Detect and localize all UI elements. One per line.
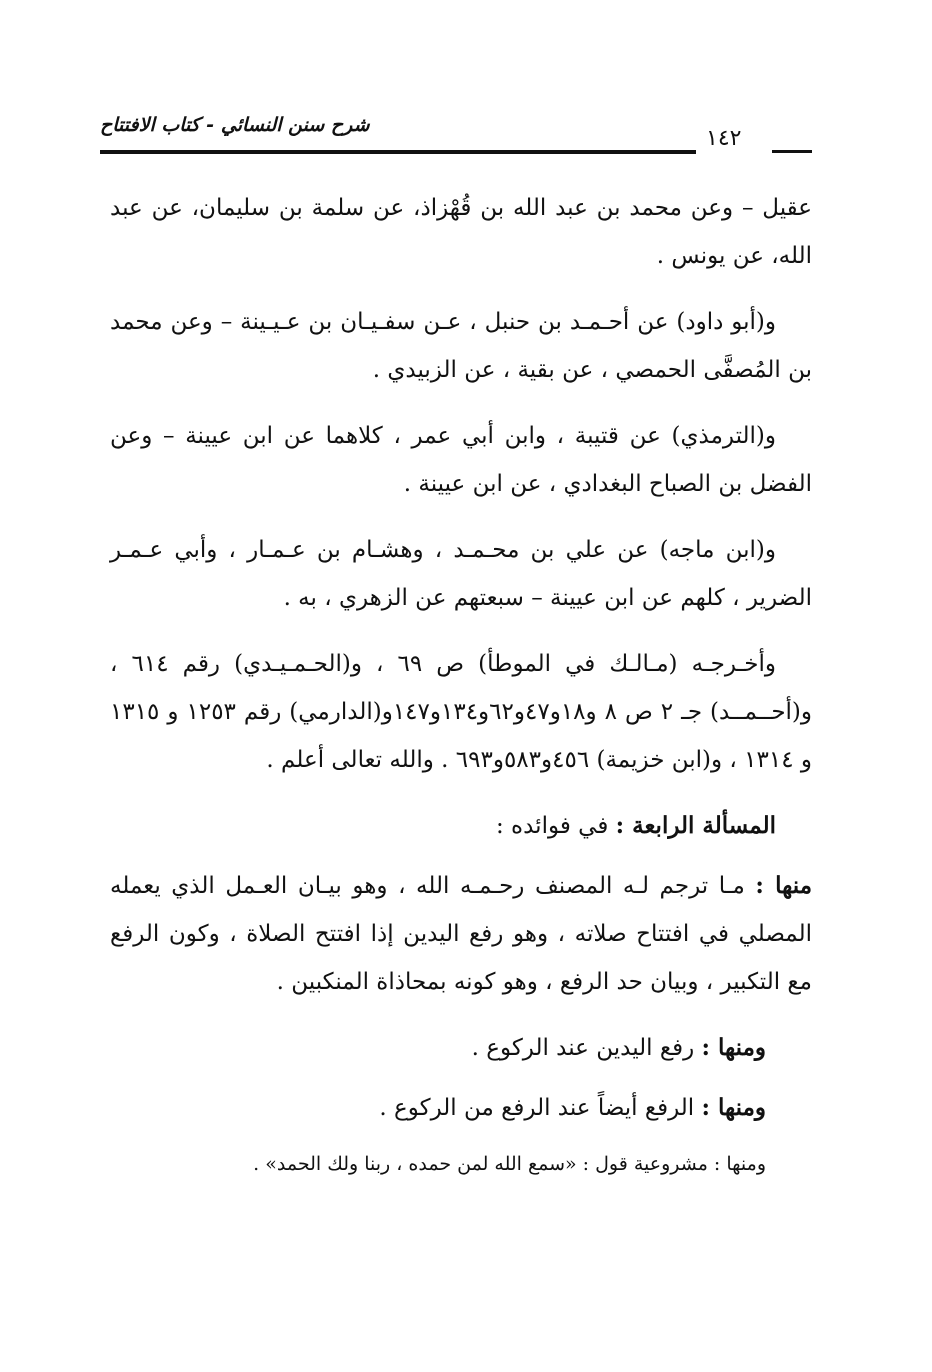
- benefit-1-lead: منها :: [755, 872, 813, 899]
- section-heading: [110, 802, 812, 850]
- section-heading-label: المسألة الرابعة :: [615, 812, 776, 839]
- benefit-1-text: مـا ترجم لـه المصنف رحـمـه الله ، وهو بيـان العـمل الذي يعمله المصلي في افتتاح صلاته ، وهو رفع اليدين إذا افتتح الصلاة ، وكون الرفع مع التكبير ، وبيان حد الرفع ، وهو كونه بمحاذاة المنكبين .: [110, 873, 812, 995]
- paragraph-3: و(الترمذي) عن قتيبة ، وابن أبي عمر ، كلاهما عن ابن عيينة – وعن الفضل بن الصباح البغدادي ، عن ابن عيينة .: [110, 423, 812, 497]
- benefit-3: [110, 1084, 812, 1132]
- section-heading-text: في فوائده :: [495, 813, 609, 839]
- paragraph-1: عقيل – وعن محمد بن عبد الله بن قُهْزاذ، عن سلمة بن سليمان، عن عبد الله، عن يونس .: [110, 195, 812, 269]
- benefit-3-text: الرفع أيضاً عند الرفع من الركوع .: [379, 1095, 695, 1121]
- benefit-2-text: رفع اليدين عند الركوع .: [471, 1035, 695, 1061]
- paragraph-2: و(أبو داود) عن أحـمـد بن حنبل ، عـن سفـيـان بن عـيـينة – وعن محمد بن المُصفَّى الحمصي ، عن بقية ، عن الزبيدي .: [110, 309, 812, 383]
- benefit-3-lead: ومنها :: [701, 1094, 766, 1121]
- page-body: [110, 184, 812, 1202]
- paragraph-4: و(ابن ماجه) عن علي بن محـمـد ، وهشـام بن عـمـار ، وأبي عـمـر الضرير ، كلهم عن ابن عيينة – سبعتهم عن الزهري ، به .: [110, 537, 812, 611]
- paragraph-5: وأخـرجـه (مـالـك في الموطأ) ص ٦٩ ، و(الحـمـيـدي) رقم ٦١٤ ، و(أحــمــد) جـ ٢ ص ٨ و١٨و٤٧و٦٢و١٣٤و١٤٧و(الدارمي) رقم ١٢٥٣ و ١٣١٥ و ١٣١٤ ، و(ابن خزيمة) ٤٥٦و٥٨٣و٦٩٣ . والله تعالى أعلم .: [110, 651, 813, 773]
- page-number-rule: [772, 150, 812, 153]
- page-header: [100, 108, 812, 158]
- benefit-1: [110, 862, 812, 1006]
- running-title: شرح سنن النسائي - كتاب الافتتاح: [100, 114, 370, 136]
- benefit-2: [110, 1024, 812, 1072]
- header-rule: [100, 150, 696, 154]
- page-number: ١٤٢: [706, 126, 742, 151]
- benefit-2-lead: ومنها :: [701, 1034, 766, 1061]
- benefit-4: ومنها : مشروعية قول : «سمع الله لمن حمده ، ربنا ولك الحمد» .: [253, 1153, 766, 1175]
